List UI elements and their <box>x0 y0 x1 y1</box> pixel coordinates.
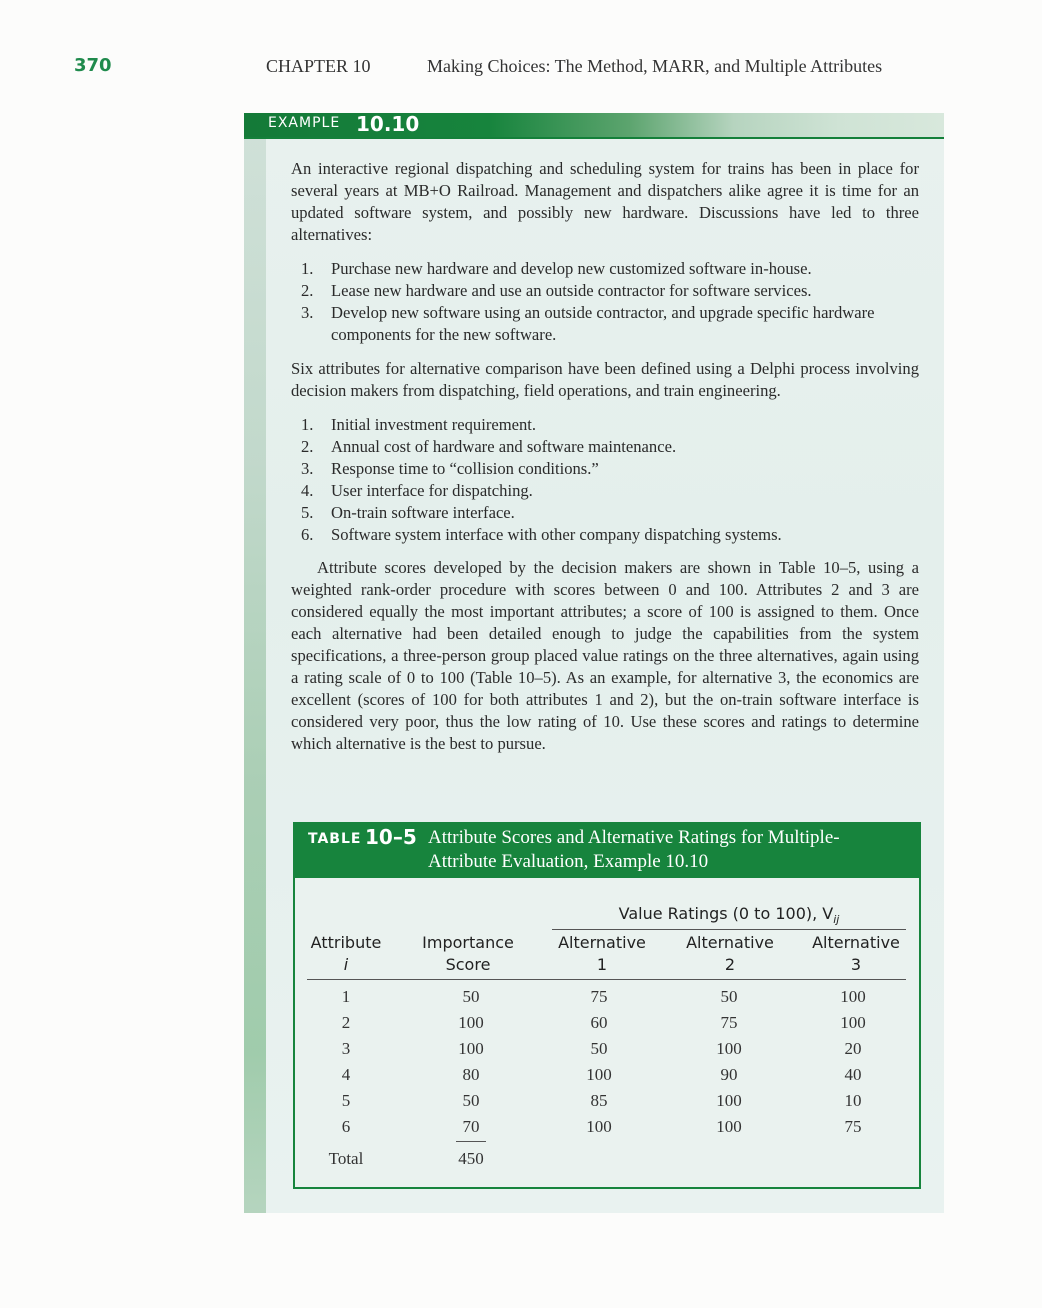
list-text: Software system interface with other company dispatching systems. <box>331 525 782 544</box>
example-header-bar <box>244 113 944 139</box>
cell-alt1: 60 <box>590 1013 608 1032</box>
cell-attribute: 6 <box>341 1117 351 1136</box>
problem-paragraph: Attribute scores developed by the decision makers are shown in Table 10–5, using a weighted rank-order procedure with scores between 0 and 100. Attributes 2 and 3 are considered equally the most important attributes; a score of 100 is assigned to them. Once each alternative had been detailed enough to judge the capabilities from the system specifications, a three-person group placed value ratings on the three alternatives, again using a rating scale of 0 to 100 (Table 10–5). As an example, for alternative 3, the economics are excellent (scores of 100 for both attributes 1 and 2), but the on-train software interface is considered very poor, thus the low rating of 10. Use these scores and ratings to determine which alternative is the best to pursue. <box>291 558 919 753</box>
cell-alt2: 100 <box>716 1117 742 1136</box>
cell-alt3: 10 <box>844 1091 862 1110</box>
list-item <box>291 458 919 480</box>
column-header-alt3 <box>801 932 911 976</box>
column-header-alt2 <box>675 932 785 976</box>
group-header-rule <box>552 929 906 930</box>
list-number: 4. <box>301 481 314 500</box>
cell-attribute: 2 <box>341 1013 351 1032</box>
value-ratings-label: Value Ratings (0 to 100), V <box>618 904 834 923</box>
column-header-line1: Alternative <box>558 933 646 952</box>
list-number: 1. <box>301 259 314 278</box>
cell-alt1: 100 <box>586 1117 612 1136</box>
cell-alt2: 75 <box>720 1013 738 1032</box>
cell-alt2: 100 <box>716 1039 742 1058</box>
cell-attribute: 3 <box>341 1039 351 1058</box>
list-text: Initial investment requirement. <box>331 415 537 434</box>
column-header-line1: Alternative <box>812 933 900 952</box>
cell-alt1: 75 <box>590 987 608 1006</box>
list-item <box>291 414 919 436</box>
cell-attribute: 5 <box>341 1091 351 1110</box>
example-body <box>291 158 919 755</box>
intro-paragraph: An interactive regional dispatching and scheduling system for trains has been in place for several years at MB+O Railroad. Management and dispatchers alike agree it is time for an updated software system, and possibly new hardware. Discussions have led to three alternatives: <box>291 159 919 244</box>
list-item <box>291 524 919 546</box>
total-value: 450 <box>458 1149 484 1168</box>
cell-alt3: 20 <box>844 1039 862 1058</box>
column-header-line1: Importance <box>422 933 514 952</box>
column-header-line2: Score <box>445 955 491 974</box>
cell-alt3: 75 <box>844 1117 862 1136</box>
table-title: Attribute Scores and Alternative Ratings for Multiple-Attribute Evaluation, Example 10.10 <box>428 827 840 872</box>
attributes-paragraph: Six attributes for alternative comparison have been defined using a Delphi process involving decision makers from dispatching, field operations, and train engineering. <box>291 359 919 400</box>
list-number: 3. <box>301 459 314 478</box>
table-header-bar <box>295 824 919 878</box>
list-number: 2. <box>301 281 314 300</box>
column-header-line2: i <box>343 955 349 974</box>
cell-attribute: 1 <box>341 987 351 1006</box>
alternatives-list <box>291 258 919 346</box>
column-header-importance <box>413 932 523 976</box>
list-item <box>291 502 919 524</box>
column-header-line2: 2 <box>724 955 736 974</box>
list-item <box>291 258 919 280</box>
cell-importance: 50 <box>462 1091 480 1110</box>
sum-rule <box>456 1141 486 1142</box>
list-text: Purchase new hardware and develop new customized software in-house. <box>331 259 812 278</box>
cell-attribute: 4 <box>341 1065 351 1084</box>
column-header-line2: 3 <box>850 955 862 974</box>
table-label: TABLE <box>308 831 362 847</box>
column-header-line1: Alternative <box>686 933 774 952</box>
example-number: 10.10 <box>356 112 420 136</box>
list-number: 1. <box>301 415 314 434</box>
list-text: Annual cost of hardware and software maintenance. <box>331 437 677 456</box>
list-number: 2. <box>301 437 314 456</box>
cell-alt2: 90 <box>720 1065 738 1084</box>
example-label: EXAMPLE <box>268 115 341 131</box>
list-text: Develop new software using an outside contractor, and upgrade specific hardware components for the new software. <box>331 303 875 344</box>
table-10-5 <box>293 822 921 1189</box>
cell-alt1: 50 <box>590 1039 608 1058</box>
column-header-alt1 <box>547 932 657 976</box>
value-ratings-header <box>552 904 906 926</box>
cell-alt3: 100 <box>840 987 866 1006</box>
cell-alt3: 40 <box>844 1065 862 1084</box>
cell-alt1: 85 <box>590 1091 608 1110</box>
list-text: On-train software interface. <box>331 503 515 522</box>
page-number: 370 <box>74 55 112 76</box>
list-item <box>291 436 919 458</box>
header-bottom-rule <box>307 979 906 980</box>
value-ratings-subscript: ij <box>833 913 840 927</box>
list-item <box>291 302 919 346</box>
column-header-line1: Attribute <box>310 933 382 952</box>
cell-importance: 100 <box>458 1039 484 1058</box>
chapter-label: CHAPTER 10 <box>266 56 371 76</box>
list-item <box>291 280 919 302</box>
cell-importance: 50 <box>462 987 480 1006</box>
column-header-attribute <box>301 932 391 976</box>
total-label: Total <box>328 1149 364 1168</box>
column-header-line2: 1 <box>596 955 608 974</box>
cell-alt2: 50 <box>720 987 738 1006</box>
list-item <box>291 480 919 502</box>
running-title: Making Choices: The Method, MARR, and Multiple Attributes <box>427 56 883 76</box>
list-number: 5. <box>301 503 314 522</box>
cell-alt1: 100 <box>586 1065 612 1084</box>
list-text: Lease new hardware and use an outside contractor for software services. <box>331 281 812 300</box>
attributes-list <box>291 414 919 546</box>
list-number: 6. <box>301 525 314 544</box>
cell-importance: 80 <box>462 1065 480 1084</box>
cell-importance: 100 <box>458 1013 484 1032</box>
list-text: User interface for dispatching. <box>331 481 533 500</box>
list-number: 3. <box>301 303 314 322</box>
cell-alt3: 100 <box>840 1013 866 1032</box>
table-number: 10–5 <box>365 825 417 849</box>
cell-alt2: 100 <box>716 1091 742 1110</box>
cell-importance: 70 <box>462 1117 480 1136</box>
list-text: Response time to “collision conditions.” <box>331 459 599 478</box>
